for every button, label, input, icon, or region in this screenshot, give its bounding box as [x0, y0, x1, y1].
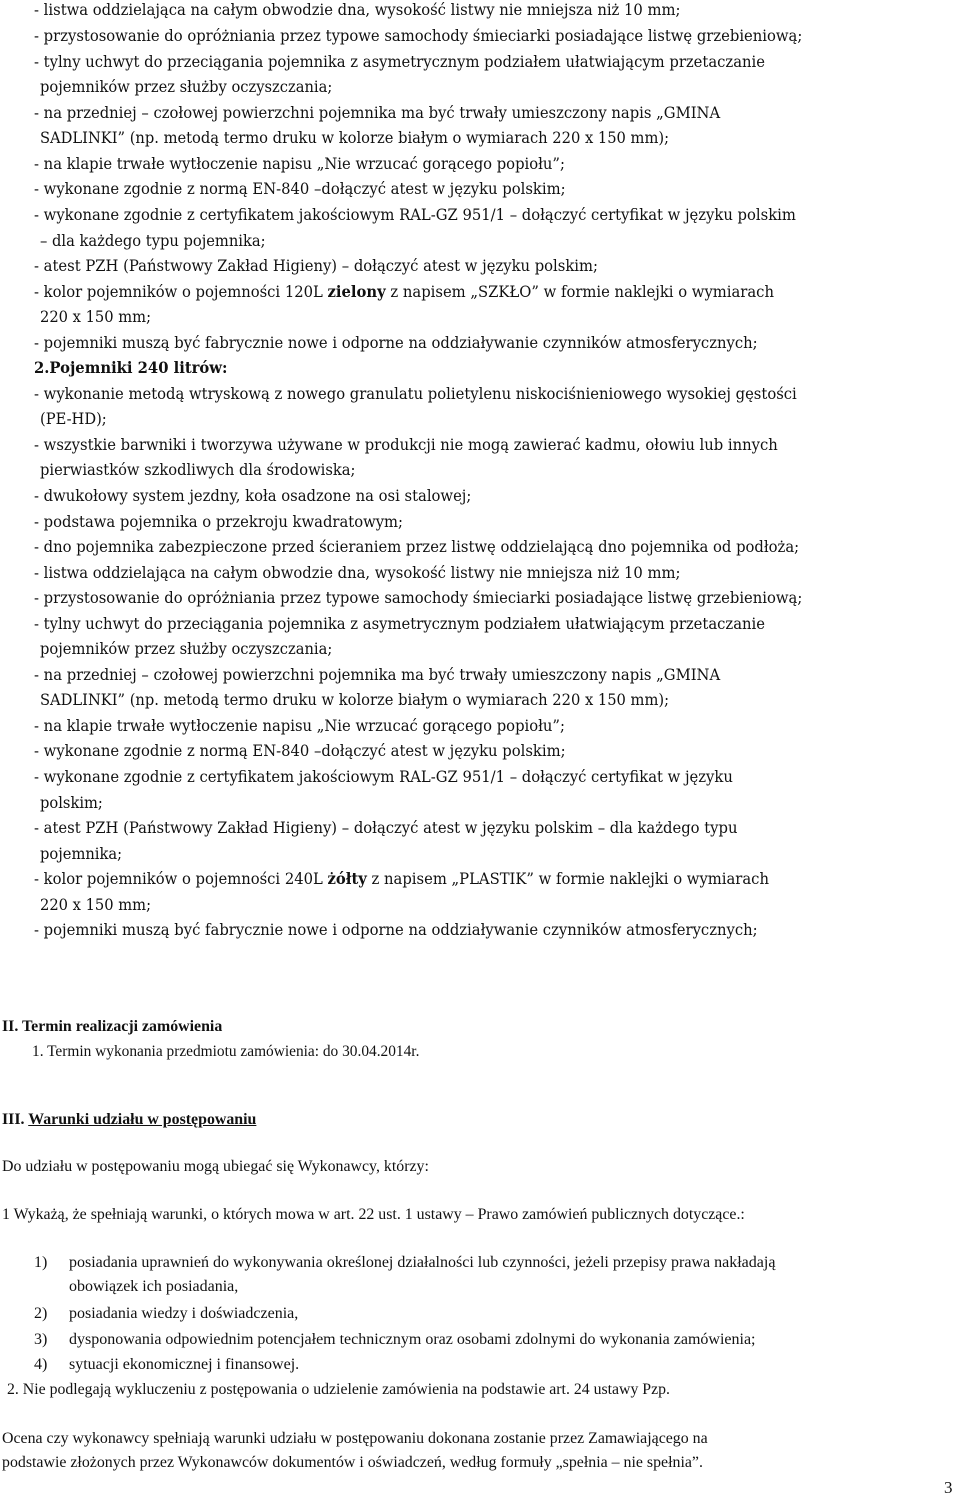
list1-line-5: SADLINKI” (np. metodą termo druku w kolorze białym o wymiarach 220 x 150 mm); [40, 129, 670, 147]
list1-line-10: - atest PZH (Państwowy Zakład Higieny) – dołączyć atest w języku polskim; [34, 257, 599, 275]
section-ii-heading: II. Termin realizacji zamówienia [2, 1018, 223, 1035]
nowe-240-line: - pojemniki muszą być fabrycznie nowe i odporne na oddziaływanie czynników atmosferycznych; [34, 921, 758, 939]
kolor-240-bold: żółty [327, 870, 367, 888]
list2-line-2: - wszystkie barwniki i tworzywa używane w produkcji nie mogą zawierać kadmu, ołowiu lub innych [34, 436, 778, 454]
list1-line-1: - przystosowanie do opróżniania przez typowe samochody śmieciarki posiadające listwę grzebieniową; [34, 27, 803, 45]
ocena-line-2: podstawie złożonych przez Wykonawców dokumentów i oświadczeń, według formuły „spełnia – nie spełnia”. [2, 1454, 703, 1471]
kolor-240-line [34, 867, 955, 891]
list1-line-6: - na klapie trwałe wytłoczenie napisu „Nie wrzucać gorącego popiołu”; [34, 155, 565, 173]
list2-line-15: - wykonane zgodnie z certyfikatem jakościowym RAL-GZ 951/1 – dołączyć certyfikat w języku [34, 768, 733, 786]
list2-line-12: SADLINKI” (np. metodą termo druku w kolorze białym o wymiarach 220 x 150 mm); [40, 691, 670, 709]
list1-line-8: - wykonane zgodnie z certyfikatem jakościowym RAL-GZ 951/1 – dołączyć certyfikat w języku polskim [34, 206, 796, 224]
list2-line-3: pierwiastków szkodliwych dla środowiska; [40, 461, 356, 479]
condition-4-text: sytuacji ekonomicznej i finansowej. [69, 1356, 300, 1373]
list1-line-4: - na przedniej – czołowej powierzchni pojemnika ma być trwały umieszczony napis „GMINA [34, 104, 721, 122]
list2-line-14: - wykonane zgodnie z normą EN-840 –dołączyć atest w języku polskim; [34, 742, 566, 760]
kolor-240-pre: - kolor pojemników o pojemności 240L [34, 870, 328, 888]
condition-3-num: 3) [34, 1331, 48, 1348]
section-iii-heading [2, 1108, 955, 1132]
list2-line-0: - wykonanie metodą wtryskową z nowego granulatu polietylenu niskociśnieniowego wysokiej gęstości [34, 385, 797, 403]
kolor-120-pre: - kolor pojemników o pojemności 120L [34, 283, 328, 301]
kolor-240-post: z napisem „PLASTIK” w formie naklejki o wymiarach [366, 870, 769, 888]
list1-line-9: – dla każdego typu pojemnika; [40, 232, 266, 250]
list2-line-16: polskim; [40, 794, 103, 812]
list1-line-7: - wykonane zgodnie z normą EN-840 –dołączyć atest w języku polskim; [34, 180, 566, 198]
condition-2-num: 2) [34, 1305, 48, 1322]
list2-line-8: - przystosowanie do opróżniania przez typowe samochody śmieciarki posiadające listwę grzebieniową; [34, 589, 803, 607]
section-iii-point-2: 2. Nie podlegają wykluczeniu z postępowania o udzielenie zamówienia na podstawie art. 24 ustawy Pzp. [7, 1381, 670, 1398]
list2-line-9: - tylny uchwyt do przeciągania pojemnika z asymetrycznym podziałem ułatwiającym przetaczanie [34, 615, 765, 633]
list2-line-10: pojemników przez służby oczyszczania; [40, 640, 333, 658]
nowe-120-line: - pojemniki muszą być fabrycznie nowe i odporne na oddziaływanie czynników atmosferycznych; [34, 334, 758, 352]
list1-line-3: pojemników przez służby oczyszczania; [40, 78, 333, 96]
section-iii-point-1: 1 Wykażą, że spełniają warunki, o których mowa w art. 22 ust. 1 ustawy – Prawo zamówień publicznych dotyczące.: [2, 1206, 745, 1223]
kolor-120-line [34, 280, 955, 304]
list1-line-2: - tylny uchwyt do przeciągania pojemnika z asymetrycznym podziałem ułatwiającym przetaczanie [34, 53, 765, 71]
list2-line-13: - na klapie trwałe wytłoczenie napisu „Nie wrzucać gorącego popiołu”; [34, 717, 565, 735]
list2-line-4: - dwukołowy system jezdny, koła osadzone na osi stalowej; [34, 487, 472, 505]
condition-1-text: posiadania uprawnień do wykonywania określonej działalności lub czynności, jeżeli przepisy prawa nakładają [69, 1254, 776, 1271]
condition-4-num: 4) [34, 1356, 48, 1373]
ocena-line-1: Ocena czy wykonawcy spełniają warunki udziału w postępowaniu dokonana zostanie przez Zamawiającego na [2, 1430, 708, 1447]
kolor-120-cont: 220 x 150 mm; [40, 308, 152, 326]
list2-line-18: pojemnika; [40, 845, 123, 863]
page-number: 3 [944, 1478, 953, 1497]
kolor-120-post: z napisem „SZKŁO” w formie naklejki o wymiarach [385, 283, 774, 301]
section-iii-title: Warunki udziału w postępowaniu [28, 1111, 257, 1128]
condition-2-text: posiadania wiedzy i doświadczenia, [69, 1305, 299, 1322]
kolor-120-bold: zielony [327, 283, 386, 301]
section-iii-number: III. [2, 1111, 29, 1128]
condition-1-num: 1) [34, 1254, 48, 1271]
condition-3-text: dysponowania odpowiednim potencjałem technicznym oraz osobami zdolnymi do wykonania zamówienia; [69, 1331, 756, 1348]
list2-line-17: - atest PZH (Państwowy Zakład Higieny) – dołączyć atest w języku polskim – dla każdego typu [34, 819, 738, 837]
list1-line-0: - listwa oddzielająca na całym obwodzie dna, wysokość listwy nie mniejsza niż 10 mm; [34, 1, 681, 19]
list2-line-6: - dno pojemnika zabezpieczone przed ścieraniem przez listwę oddzielającą dno pojemnika od podłoża; [34, 538, 800, 556]
list2-line-7: - listwa oddzielająca na całym obwodzie dna, wysokość listwy nie mniejsza niż 10 mm; [34, 564, 681, 582]
section-iii-intro: Do udziału w postępowaniu mogą ubiegać się Wykonawcy, którzy: [2, 1158, 429, 1175]
heading-240: 2.Pojemniki 240 litrów: [34, 359, 228, 377]
condition-1-cont: obowiązek ich posiadania, [69, 1278, 239, 1295]
list2-line-11: - na przedniej – czołowej powierzchni pojemnika ma być trwały umieszczony napis „GMINA [34, 666, 721, 684]
section-ii-item: 1. Termin wykonania przedmiotu zamówienia: do 30.04.2014r. [32, 1043, 420, 1060]
list2-line-1: (PE-HD); [40, 410, 107, 428]
kolor-240-cont: 220 x 150 mm; [40, 896, 152, 914]
list2-line-5: - podstawa pojemnika o przekroju kwadratowym; [34, 513, 404, 531]
